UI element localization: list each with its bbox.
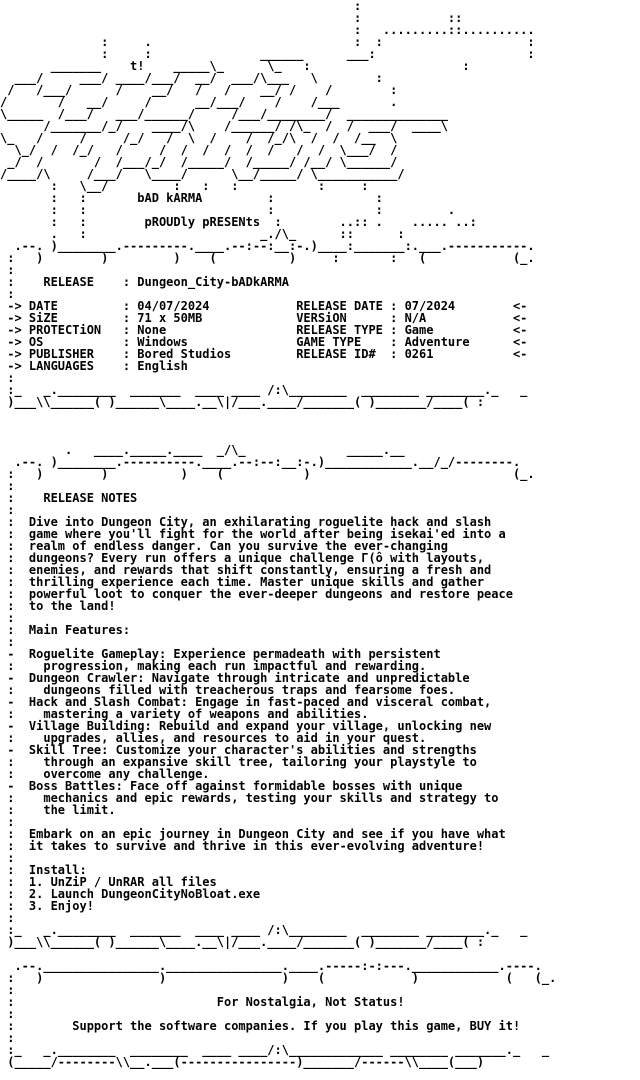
nfo-line: )___\\______( )______\____.__\|/___.____/_______( )_______/____( :: [0, 395, 485, 409]
nfo-line: : realm of endless danger. Can you survive the ever-changing: [0, 539, 448, 553]
nfo-line: _/ / / /___/_/ /_____/ /_____/ /__/ \______/: [0, 155, 398, 169]
nfo-line: : : bAD kARMA : :: [0, 191, 383, 205]
nfo-line: \_____ /___/ ___/______/ /___/________/ ______________: [0, 107, 448, 121]
nfo-line: -> DATE : 04/07/2024 RELEASE DATE : 07/2024 <-: [0, 299, 528, 313]
nfo-line: (_____/--------\\__.___(----------------)_______/------\\____(___): [0, 1055, 485, 1069]
nfo-line: : powerful loot to conquer the ever-deeper dungeons and restore peace: [0, 587, 513, 601]
nfo-line: : progression, making each run impactful and rewarding.: [0, 659, 427, 673]
nfo-line: :: [0, 287, 15, 301]
nfo-line: :_ _.________ _______ ____ ____ /:\________ ________ ________._ _: [0, 923, 528, 937]
nfo-line: :: [0, 503, 15, 517]
nfo-line: : game where you'll fight for the world after being isekai'ed into a: [0, 527, 506, 541]
nfo-line: -> LANGUAGES : English: [0, 359, 188, 373]
nfo-line: _______ t! _____\_ \_ : :: [0, 59, 470, 73]
nfo-line: : upgrades, allies, and resources to aid in your quest.: [0, 731, 427, 745]
nfo-line: : . : : :: [0, 35, 535, 49]
nfo-line: :: [0, 911, 15, 925]
nfo-line: :: [0, 851, 15, 865]
nfo-line: -> OS : Windows GAME TYPE : Adventure <-: [0, 335, 528, 349]
nfo-line: :: [0, 1031, 15, 1045]
nfo-line: - Hack and Slash Combat: Engage in fast-paced and visceral combat,: [0, 695, 492, 709]
nfo-line: .--. )________.---------.____.--:--:__:-.)____:_______:.___.-----------.: [0, 239, 535, 253]
nfo-line: / / __/ / __/___/ / /___ .: [0, 95, 398, 109]
nfo-line: : mechanics and epic rewards, testing your skills and strategy to: [0, 791, 499, 805]
nfo-line: : 2. Launch DungeonCityNoBloat.exe: [0, 887, 261, 901]
nfo-line: : the limit.: [0, 803, 116, 817]
nfo-line: .--. )________.----------.____.--:--:__:-.)____________.__/_/--------.: [0, 455, 521, 469]
nfo-line: : .........::..........: [0, 23, 535, 37]
nfo-line: /____/\ /___/ \____/ \__/_____/ \___________/: [0, 167, 405, 181]
nfo-line: : 3. Enjoy!: [0, 899, 94, 913]
nfo-line: \_/ / /_/ / / / / / / / / / \___/ /: [0, 143, 398, 157]
nfo-line: : dungeons filled with treacherous traps and fearsome foes.: [0, 683, 456, 697]
nfo-line: :: [0, 1007, 15, 1021]
nfo-line: : through an expansive skill tree, tailoring your playstyle to: [0, 755, 477, 769]
nfo-line: [0, 408, 640, 420]
nfo-line: :_ _.________ ________ ____ ____/:\_____________ ________ _______._ _: [0, 1043, 550, 1057]
nfo-line: :: [0, 611, 15, 625]
nfo-line: : to the land!: [0, 599, 116, 613]
nfo-line: : enemies, and rewards that shift constantly, ensuring a fresh and: [0, 563, 492, 577]
nfo-line: : Install:: [0, 863, 87, 877]
nfo-line: : : : : .: [0, 203, 456, 217]
nfo-line: )___\\______( )______\____.__\|/___.____/_______( )_______/____( :: [0, 935, 485, 949]
nfo-line: :: [0, 479, 15, 493]
nfo-line: \_ / / /_/ / \ / / /_/\ / / /__ \: [0, 131, 398, 145]
nfo-line: :: [0, 635, 15, 649]
nfo-line: .--.________________.________________.____.-----:-:---.____________.----.: [0, 959, 542, 973]
nfo-line: : dungeons? Every run offers a unique challenge Γ(ô with layouts,: [0, 551, 485, 565]
nfo-line: : ) ) ) ( ) ( (_.: [0, 971, 557, 985]
nfo-line: : \__/ : : : : :: [0, 179, 369, 193]
nfo-line: :_ _.________ _______ ____ ____ /:\________ ________ ________._ _: [0, 383, 528, 397]
nfo-line: - Skill Tree: Customize your character's abilities and strengths: [0, 743, 477, 757]
nfo-line: : ) ) ) ( ) (_.: [0, 467, 535, 481]
nfo-line: : Embark on an epic journey in Dungeon City and see if you have what: [0, 827, 506, 841]
nfo-line: : ) ) ) ( ) : : ( (_.: [0, 251, 535, 265]
nfo-line: : For Nostalgia, Not Status!: [0, 995, 405, 1009]
nfo-line: - Village Building: Rebuild and expand your village, unlocking new: [0, 719, 492, 733]
nfo-line: :: [0, 371, 15, 385]
nfo-line: -> SiZE : 71 x 50MB VERSiON : N/A <-: [0, 311, 528, 325]
nfo-line: . : _./\_ :: :: [0, 227, 405, 241]
nfo-line: : it takes to survive and thrive in this ever-evolving adventure!: [0, 839, 485, 853]
nfo-line: : ::: [0, 11, 463, 25]
nfo-line: :: [0, 983, 15, 997]
nfo-line: : thrilling experience each time. Master unique skills and gather: [0, 575, 485, 589]
nfo-line: - Roguelite Gameplay: Experience permadeath with persistent: [0, 647, 441, 661]
nfo-line: : RELEASE : Dungeon_City-bADkARMA: [0, 275, 289, 289]
nfo-line: - Dungeon Crawler: Navigate through intricate and unpredictable: [0, 671, 470, 685]
nfo-line: - Boss Battles: Face off against formidable bosses with unique: [0, 779, 463, 793]
nfo-line: . ____._____.____ _/\_ _____.__: [0, 443, 405, 457]
nfo-line: ___/ ___/ ____/___/ __/ ___/\___ \ :: [0, 71, 383, 85]
nfo-line: : : ______ ___: :: [0, 47, 535, 61]
nfo-line: :: [0, 815, 15, 829]
nfo-line: : RELEASE NOTES: [0, 491, 138, 505]
nfo-line: [0, 420, 640, 432]
nfo-line: -> PUBLISHER : Bored Studios RELEASE ID# : 0261 <-: [0, 347, 528, 361]
nfo-line: /_______/_/ ____/\ /______/ /\_ / / ___/ ____\: [0, 119, 448, 133]
nfo-line: : Support the software companies. If you play this game, BUY it!: [0, 1019, 521, 1033]
nfo-line: / /___/ / __/ / / __/ / / :: [0, 83, 398, 97]
nfo-line: : mastering a variety of weapons and abilities.: [0, 707, 369, 721]
nfo-line: :: [0, 0, 362, 13]
nfo-line: : : pROUDly pRESENts : ..:: . ..... ..:: [0, 215, 477, 229]
nfo-line: : Main Features:: [0, 623, 131, 637]
nfo-line: :: [0, 263, 15, 277]
nfo-line: : 1. UnZiP / UnRAR all files: [0, 875, 217, 889]
nfo-line: : overcome any challenge.: [0, 767, 210, 781]
nfo-line: -> PROTECTiON : None RELEASE TYPE : Game <-: [0, 323, 528, 337]
nfo-line: : Dive into Dungeon City, an exhilarating roguelite hack and slash: [0, 515, 492, 529]
